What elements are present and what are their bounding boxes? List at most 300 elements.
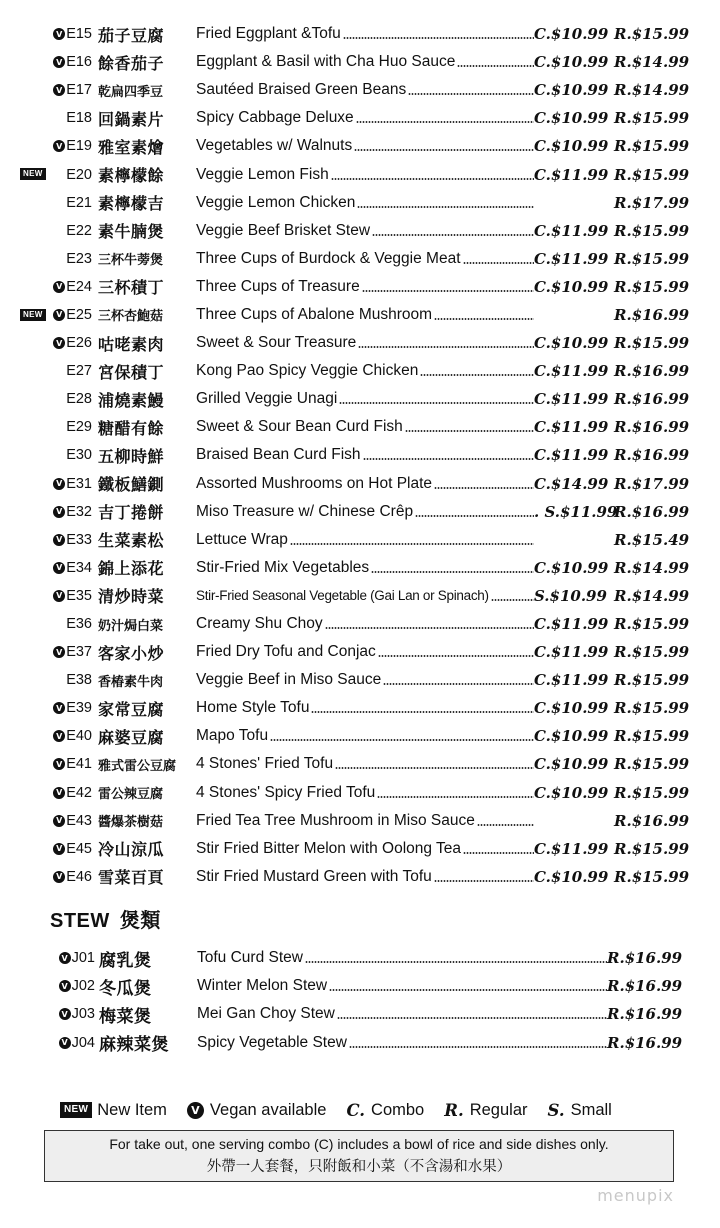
dot-leader bbox=[491, 598, 534, 602]
menu-item-row bbox=[0, 48, 720, 76]
item-code-box bbox=[0, 841, 92, 857]
item-name-en-wrap bbox=[196, 671, 534, 689]
item-code: E15 bbox=[66, 26, 92, 43]
menu-item-row bbox=[0, 329, 720, 357]
item-code: E33 bbox=[66, 531, 92, 548]
menu-item-row bbox=[0, 76, 720, 104]
menu-item-row bbox=[0, 835, 720, 863]
price-combo: C.$10.99 bbox=[534, 727, 609, 746]
legend-regular-label: Regular bbox=[469, 1100, 528, 1119]
price-regular: R.$15.99 bbox=[614, 165, 690, 184]
item-name-en-wrap bbox=[196, 278, 534, 296]
item-code: E23 bbox=[66, 250, 92, 267]
item-code: E40 bbox=[66, 728, 92, 745]
price-combo: C.$11.99 bbox=[534, 418, 609, 437]
item-code: E26 bbox=[66, 335, 92, 352]
item-code: E20 bbox=[66, 166, 92, 183]
price-combo: C.$10.99 bbox=[534, 558, 609, 577]
item-name-cn: 三杯積丁 bbox=[98, 278, 165, 298]
item-name-en: Veggie Beef in Miso Sauce bbox=[196, 671, 382, 689]
item-code: E19 bbox=[66, 138, 92, 155]
price-regular: R.$15.99 bbox=[614, 699, 690, 718]
item-code: E45 bbox=[66, 840, 92, 857]
item-name-en-wrap bbox=[196, 615, 534, 633]
price-regular: R.$16.99 bbox=[614, 418, 690, 437]
item-code-box bbox=[0, 756, 92, 772]
item-code-box bbox=[0, 978, 95, 994]
item-name-en: Veggie Beef Brisket Stew bbox=[196, 221, 371, 239]
item-code: E34 bbox=[66, 559, 92, 576]
price-regular: R.$16.99 bbox=[614, 305, 690, 324]
item-name-en: Vegetables w/ Walnuts bbox=[196, 137, 353, 155]
stew-section-title bbox=[50, 904, 161, 933]
dot-leader bbox=[337, 1016, 607, 1020]
item-name-cn: 咕咾素肉 bbox=[98, 334, 165, 354]
item-name-en: 4 Stones' Fried Tofu bbox=[196, 755, 334, 773]
menu-item-row bbox=[0, 807, 720, 835]
item-name-en: Spicy Vegetable Stew bbox=[197, 1033, 347, 1051]
dot-leader bbox=[434, 317, 534, 321]
menu-item-row bbox=[0, 638, 720, 666]
vegan-badge-icon: V bbox=[53, 562, 65, 574]
item-name-cn: 乾扁四季豆 bbox=[98, 84, 164, 100]
legend-vegan bbox=[187, 1101, 327, 1120]
item-code-box bbox=[0, 82, 92, 98]
item-name-en-wrap bbox=[196, 390, 534, 408]
item-name-cn: 雷公辣豆腐 bbox=[98, 787, 164, 803]
item-name-en: Tofu Curd Stew bbox=[197, 949, 303, 967]
vegan-badge-icon: V bbox=[53, 140, 65, 152]
vegan-badge-icon: V bbox=[53, 646, 65, 658]
price-regular: R.$14.99 bbox=[614, 586, 690, 605]
item-name-cn: 香椿素牛肉 bbox=[98, 674, 164, 690]
menu-item-row bbox=[0, 722, 720, 750]
price-regular: R.$15.99 bbox=[614, 277, 690, 296]
item-code: E37 bbox=[66, 644, 92, 661]
item-code-box bbox=[0, 813, 92, 829]
dot-leader bbox=[362, 289, 534, 293]
new-badge-icon: NEW bbox=[20, 168, 46, 180]
stew-title-cn: 煲類 bbox=[119, 908, 161, 932]
item-code: E17 bbox=[66, 82, 92, 99]
item-name-cn: 茄子豆腐 bbox=[98, 25, 165, 45]
menu-item-row bbox=[0, 132, 720, 160]
menu-list bbox=[0, 20, 720, 891]
legend-small bbox=[548, 1101, 612, 1120]
item-name-en: Three Cups of Treasure bbox=[196, 277, 360, 295]
dot-leader bbox=[383, 682, 534, 686]
legend-combo-label: Combo bbox=[371, 1100, 425, 1119]
item-name-en: Veggie Lemon Fish bbox=[196, 165, 329, 183]
item-code-box bbox=[0, 672, 92, 688]
vegan-badge-icon: V bbox=[53, 815, 65, 827]
legend-combo bbox=[346, 1101, 424, 1120]
item-code: E42 bbox=[66, 784, 92, 801]
vegan-badge-icon: V bbox=[53, 758, 65, 770]
item-name-cn: 清炒時菜 bbox=[98, 587, 165, 607]
price-regular: R.$15.99 bbox=[614, 783, 690, 802]
item-name-cn: 生菜素松 bbox=[98, 531, 165, 551]
item-name-en: Home Style Tofu bbox=[196, 699, 310, 717]
item-name-en: Stir-Fried Seasonal Vegetable (Gai Lan or Spinach) bbox=[196, 588, 489, 604]
menu-item-row bbox=[0, 470, 720, 498]
item-code-box bbox=[0, 476, 92, 492]
item-name-cn: 錦上添花 bbox=[98, 559, 165, 579]
menu-item-row bbox=[0, 301, 720, 329]
item-code: E18 bbox=[66, 110, 92, 127]
item-name-cn: 宮保積丁 bbox=[98, 362, 165, 382]
watermark-text: menupix bbox=[597, 1186, 674, 1205]
item-name-en-wrap bbox=[196, 222, 534, 240]
item-code-box bbox=[0, 54, 92, 70]
item-code-box bbox=[0, 363, 92, 379]
menu-item-row bbox=[0, 245, 720, 273]
menu-item-row bbox=[0, 441, 720, 469]
vegan-badge-icon: V bbox=[53, 506, 65, 518]
item-code: E21 bbox=[66, 194, 92, 211]
vegan-badge-icon: V bbox=[59, 980, 71, 992]
legend-new-label: New Item bbox=[97, 1100, 167, 1119]
price-regular: R.$15.99 bbox=[614, 137, 690, 156]
menu-item-row bbox=[0, 610, 720, 638]
item-code: E35 bbox=[66, 587, 92, 604]
item-name-en: Braised Bean Curd Fish bbox=[196, 446, 361, 464]
item-name-en: Grilled Veggie Unagi bbox=[196, 390, 338, 408]
price-combo: C.$10.99 bbox=[534, 334, 609, 353]
vegan-badge-icon: V bbox=[59, 1008, 71, 1020]
dot-leader bbox=[311, 710, 534, 714]
item-name-en-wrap bbox=[196, 812, 534, 830]
vegan-badge-icon: V bbox=[53, 56, 65, 68]
dot-leader bbox=[331, 177, 534, 181]
price-regular: R.$16.99 bbox=[607, 1033, 683, 1052]
price-regular: R.$16.99 bbox=[614, 502, 690, 521]
item-name-en-wrap bbox=[196, 306, 534, 324]
item-code: J01 bbox=[71, 950, 95, 967]
item-code-box bbox=[0, 307, 92, 323]
price-regular: R.$14.99 bbox=[614, 81, 690, 100]
item-code-box bbox=[0, 950, 95, 966]
price-combo: C.$10.99 bbox=[534, 137, 609, 156]
item-name-en-wrap bbox=[196, 643, 534, 661]
combo-symbol: C. bbox=[346, 1100, 366, 1120]
menu-item-row bbox=[0, 189, 720, 217]
price-combo: C.$11.99 bbox=[534, 643, 609, 662]
price-combo: C.$11.99 bbox=[534, 249, 609, 268]
item-code-box bbox=[0, 26, 92, 42]
price-combo: C.$11.99 bbox=[534, 839, 609, 858]
item-name-en-wrap bbox=[196, 755, 534, 773]
item-code: J04 bbox=[71, 1034, 95, 1051]
price-combo: C.$14.99 bbox=[534, 474, 609, 493]
stew-list bbox=[0, 944, 720, 1057]
stew-item-row bbox=[0, 944, 720, 972]
stew-item-row bbox=[0, 1000, 720, 1028]
dot-leader bbox=[357, 205, 534, 209]
price-regular: R.$15.99 bbox=[614, 221, 690, 240]
item-name-cn: 麻婆豆腐 bbox=[98, 727, 165, 747]
item-code-box bbox=[0, 195, 92, 211]
price-regular: R.$15.99 bbox=[614, 727, 690, 746]
price-combo: C.$11.99 bbox=[534, 362, 609, 381]
price-regular: R.$15.99 bbox=[614, 109, 690, 128]
vegan-badge-icon: V bbox=[53, 843, 65, 855]
dot-leader bbox=[339, 401, 534, 405]
item-name-en-wrap bbox=[196, 503, 534, 521]
item-name-cn: 鐵板鱔鍘 bbox=[98, 475, 165, 495]
item-name-en-wrap bbox=[196, 868, 534, 886]
vegan-badge-icon: V bbox=[53, 871, 65, 883]
item-name-en-wrap bbox=[197, 1005, 607, 1023]
item-code: E24 bbox=[66, 278, 92, 295]
item-name-en: Sweet & Sour Bean Curd Fish bbox=[196, 418, 403, 436]
item-code: J03 bbox=[71, 1006, 95, 1023]
item-name-en: Sautéed Braised Green Beans bbox=[196, 81, 407, 99]
item-code: E27 bbox=[66, 363, 92, 380]
item-code: E41 bbox=[66, 756, 92, 773]
item-code: E31 bbox=[66, 475, 92, 492]
vegan-badge-icon: V bbox=[187, 1102, 204, 1119]
price-combo: S.$10.99 bbox=[534, 586, 607, 605]
item-name-en: 4 Stones' Spicy Fried Tofu bbox=[196, 783, 376, 801]
vegan-badge-icon: V bbox=[53, 730, 65, 742]
item-name-cn: 腐乳煲 bbox=[99, 950, 152, 971]
item-code-box bbox=[0, 110, 92, 126]
item-code-box bbox=[0, 223, 92, 239]
item-name-cn: 冷山涼瓜 bbox=[98, 840, 165, 860]
dot-leader bbox=[358, 345, 534, 349]
item-code-box bbox=[0, 560, 92, 576]
item-name-en: Assorted Mushrooms on Hot Plate bbox=[196, 474, 433, 492]
item-name-cn: 雅式雷公豆腐 bbox=[98, 758, 177, 774]
item-name-en-wrap bbox=[196, 137, 534, 155]
takeout-note-en: For take out, one serving combo (C) includes a bowl of rice and side dishes only. bbox=[109, 1136, 609, 1152]
item-code-box bbox=[0, 869, 92, 885]
item-name-en-wrap bbox=[196, 53, 534, 71]
dot-leader bbox=[329, 988, 607, 992]
legend-new bbox=[60, 1101, 167, 1120]
vegan-badge-icon: V bbox=[53, 84, 65, 96]
item-name-en: Kong Pao Spicy Veggie Chicken bbox=[196, 362, 419, 380]
dot-leader bbox=[420, 373, 534, 377]
legend-small-label: Small bbox=[570, 1100, 612, 1119]
dot-leader bbox=[408, 92, 534, 96]
dot-leader bbox=[378, 654, 534, 658]
price-regular: R.$15.99 bbox=[614, 25, 690, 44]
price-regular: R.$16.99 bbox=[607, 1005, 683, 1024]
menu-item-row bbox=[0, 863, 720, 891]
price-combo: C.$11.99 bbox=[534, 446, 609, 465]
price-regular: R.$16.99 bbox=[614, 446, 690, 465]
item-code: E39 bbox=[66, 700, 92, 717]
item-code-box bbox=[0, 616, 92, 632]
item-name-en: Mapo Tofu bbox=[196, 727, 269, 745]
price-combo: C.$11.99 bbox=[534, 615, 609, 634]
price-regular: R.$16.99 bbox=[614, 362, 690, 381]
dot-leader bbox=[354, 148, 534, 152]
item-name-en-wrap bbox=[196, 784, 534, 802]
new-badge-icon: NEW bbox=[20, 309, 46, 321]
item-name-en-wrap bbox=[196, 588, 534, 603]
item-code: E16 bbox=[66, 54, 92, 71]
item-name-cn: 餘香茄子 bbox=[98, 53, 165, 73]
item-code-box bbox=[0, 1006, 95, 1022]
price-regular: R.$15.49 bbox=[614, 530, 690, 549]
item-name-cn: 客家小炒 bbox=[98, 643, 165, 663]
dot-leader bbox=[270, 738, 534, 742]
item-code: E30 bbox=[66, 447, 92, 464]
dot-leader bbox=[349, 1045, 607, 1049]
menu-item-row bbox=[0, 357, 720, 385]
menu-item-row bbox=[0, 217, 720, 245]
small-symbol: S. bbox=[547, 1100, 565, 1120]
price-combo: C.$10.99 bbox=[534, 53, 609, 72]
price-combo: C.$10.99 bbox=[534, 699, 609, 718]
price-regular: R.$15.99 bbox=[614, 643, 690, 662]
price-combo: C.$11.99 bbox=[534, 671, 609, 690]
vegan-badge-icon: V bbox=[53, 702, 65, 714]
menu-item-row bbox=[0, 20, 720, 48]
item-name-en: Stir Fried Mustard Green with Tofu bbox=[196, 867, 432, 885]
dot-leader bbox=[463, 261, 534, 265]
menu-item-row bbox=[0, 694, 720, 722]
item-code: E29 bbox=[66, 419, 92, 436]
price-regular: R.$15.99 bbox=[614, 615, 690, 634]
new-badge-icon: NEW bbox=[60, 1102, 92, 1118]
item-name-en-wrap bbox=[196, 840, 534, 858]
item-code: E46 bbox=[66, 868, 92, 885]
item-name-en-wrap bbox=[197, 977, 607, 995]
item-code-box bbox=[0, 785, 92, 801]
legend-vegan-label: Vegan available bbox=[209, 1100, 327, 1119]
vegan-badge-icon: V bbox=[53, 281, 65, 293]
menu-item-row bbox=[0, 582, 720, 610]
item-code-box bbox=[0, 588, 92, 604]
item-name-en: Fried Eggplant &Tofu bbox=[196, 25, 341, 43]
vegan-badge-icon: V bbox=[53, 309, 65, 321]
menu-item-row bbox=[0, 160, 720, 188]
item-code-box bbox=[0, 419, 92, 435]
item-name-en: Lettuce Wrap bbox=[196, 530, 288, 548]
item-name-en: Eggplant & Basil with Cha Huo Sauce bbox=[196, 53, 456, 71]
item-code: E36 bbox=[66, 616, 92, 633]
item-name-cn: 麻辣菜煲 bbox=[99, 1035, 169, 1056]
menu-item-row bbox=[0, 526, 720, 554]
item-code-box bbox=[0, 279, 92, 295]
legend-regular bbox=[444, 1101, 527, 1120]
price-regular: R.$17.99 bbox=[614, 193, 690, 212]
price-combo: C.$10.99 bbox=[534, 783, 609, 802]
item-name-cn: 醬爆茶樹菇 bbox=[98, 815, 164, 831]
vegan-badge-icon: V bbox=[59, 1037, 71, 1049]
item-code-box bbox=[0, 1035, 95, 1051]
item-name-en-wrap bbox=[196, 362, 534, 380]
item-name-cn: 素牛腩煲 bbox=[98, 222, 165, 242]
dot-leader bbox=[434, 879, 534, 883]
dot-leader bbox=[335, 766, 534, 770]
item-name-en: Three Cups of Burdock & Veggie Meat bbox=[196, 249, 461, 267]
menu-item-row bbox=[0, 779, 720, 807]
item-name-en: Fried Tea Tree Mushroom in Miso Sauce bbox=[196, 811, 475, 829]
menu-item-row bbox=[0, 666, 720, 694]
item-name-en: Miso Treasure w/ Chinese Crêp bbox=[196, 502, 414, 520]
item-name-cn: 三杯牛蒡煲 bbox=[98, 253, 164, 269]
item-code: J02 bbox=[71, 978, 95, 995]
menu-item-row bbox=[0, 498, 720, 526]
dot-leader bbox=[477, 823, 534, 827]
takeout-note-zh: 外帶一人套餐，只附飯和小菜（不含湯和水果） bbox=[206, 1159, 512, 1175]
price-regular: R.$17.99 bbox=[614, 474, 690, 493]
item-name-cn: 糖醋有餘 bbox=[98, 418, 165, 438]
item-code-box bbox=[0, 447, 92, 463]
regular-symbol: R. bbox=[444, 1100, 464, 1120]
dot-leader bbox=[343, 36, 534, 40]
price-combo: C.$11.99 bbox=[534, 390, 609, 409]
price-regular: R.$16.99 bbox=[607, 949, 683, 968]
price-combo: C.$11.99 bbox=[534, 221, 609, 240]
item-code: E38 bbox=[66, 672, 92, 689]
price-combo: . S.$11.99 bbox=[534, 502, 618, 521]
item-code: E28 bbox=[66, 391, 92, 408]
menu-item-row bbox=[0, 554, 720, 582]
item-code: E25 bbox=[66, 306, 92, 323]
item-name-cn: 雪菜百頁 bbox=[98, 868, 165, 888]
item-name-cn: 浦燒素鰻 bbox=[98, 390, 165, 410]
dot-leader bbox=[463, 851, 534, 855]
price-combo: C.$10.99 bbox=[534, 867, 609, 886]
dot-leader bbox=[377, 795, 534, 799]
item-code-box bbox=[0, 167, 92, 183]
dot-leader bbox=[363, 457, 534, 461]
item-name-en: Veggie Lemon Chicken bbox=[196, 193, 356, 211]
item-name-en: Spicy Cabbage Deluxe bbox=[196, 109, 354, 127]
item-name-en-wrap bbox=[196, 250, 534, 268]
item-code: E22 bbox=[66, 222, 92, 239]
item-name-cn: 奶汁焗白菜 bbox=[98, 618, 164, 634]
item-name-cn: 五柳時鮮 bbox=[98, 446, 165, 466]
item-name-cn: 家常豆腐 bbox=[98, 699, 165, 719]
takeout-note bbox=[44, 1130, 674, 1182]
dot-leader bbox=[356, 120, 534, 124]
item-code-box bbox=[0, 138, 92, 154]
price-regular: R.$15.99 bbox=[614, 249, 690, 268]
item-name-cn: 素檸檬吉 bbox=[98, 194, 165, 214]
item-code-box bbox=[0, 700, 92, 716]
stew-item-row bbox=[0, 1029, 720, 1057]
price-combo: C.$10.99 bbox=[534, 755, 609, 774]
item-name-en-wrap bbox=[196, 559, 534, 577]
item-name-en: Sweet & Sour Treasure bbox=[196, 334, 357, 352]
menu-item-row bbox=[0, 385, 720, 413]
item-name-cn: 吉丁捲餅 bbox=[98, 503, 165, 523]
item-code-box bbox=[0, 251, 92, 267]
legend bbox=[60, 1098, 680, 1122]
item-name-en-wrap bbox=[196, 446, 534, 464]
vegan-badge-icon: V bbox=[53, 478, 65, 490]
item-code: E43 bbox=[66, 812, 92, 829]
item-name-en-wrap bbox=[196, 531, 534, 549]
item-name-cn: 梅菜煲 bbox=[99, 1006, 152, 1027]
item-name-en: Stir Fried Bitter Melon with Oolong Tea bbox=[196, 839, 462, 857]
dot-leader bbox=[405, 429, 534, 433]
item-name-en-wrap bbox=[196, 334, 534, 352]
price-regular: R.$16.99 bbox=[614, 390, 690, 409]
price-regular: R.$15.99 bbox=[614, 867, 690, 886]
item-name-en-wrap bbox=[196, 418, 534, 436]
vegan-badge-icon: V bbox=[53, 28, 65, 40]
item-name-en-wrap bbox=[196, 109, 534, 127]
price-combo: C.$10.99 bbox=[534, 109, 609, 128]
